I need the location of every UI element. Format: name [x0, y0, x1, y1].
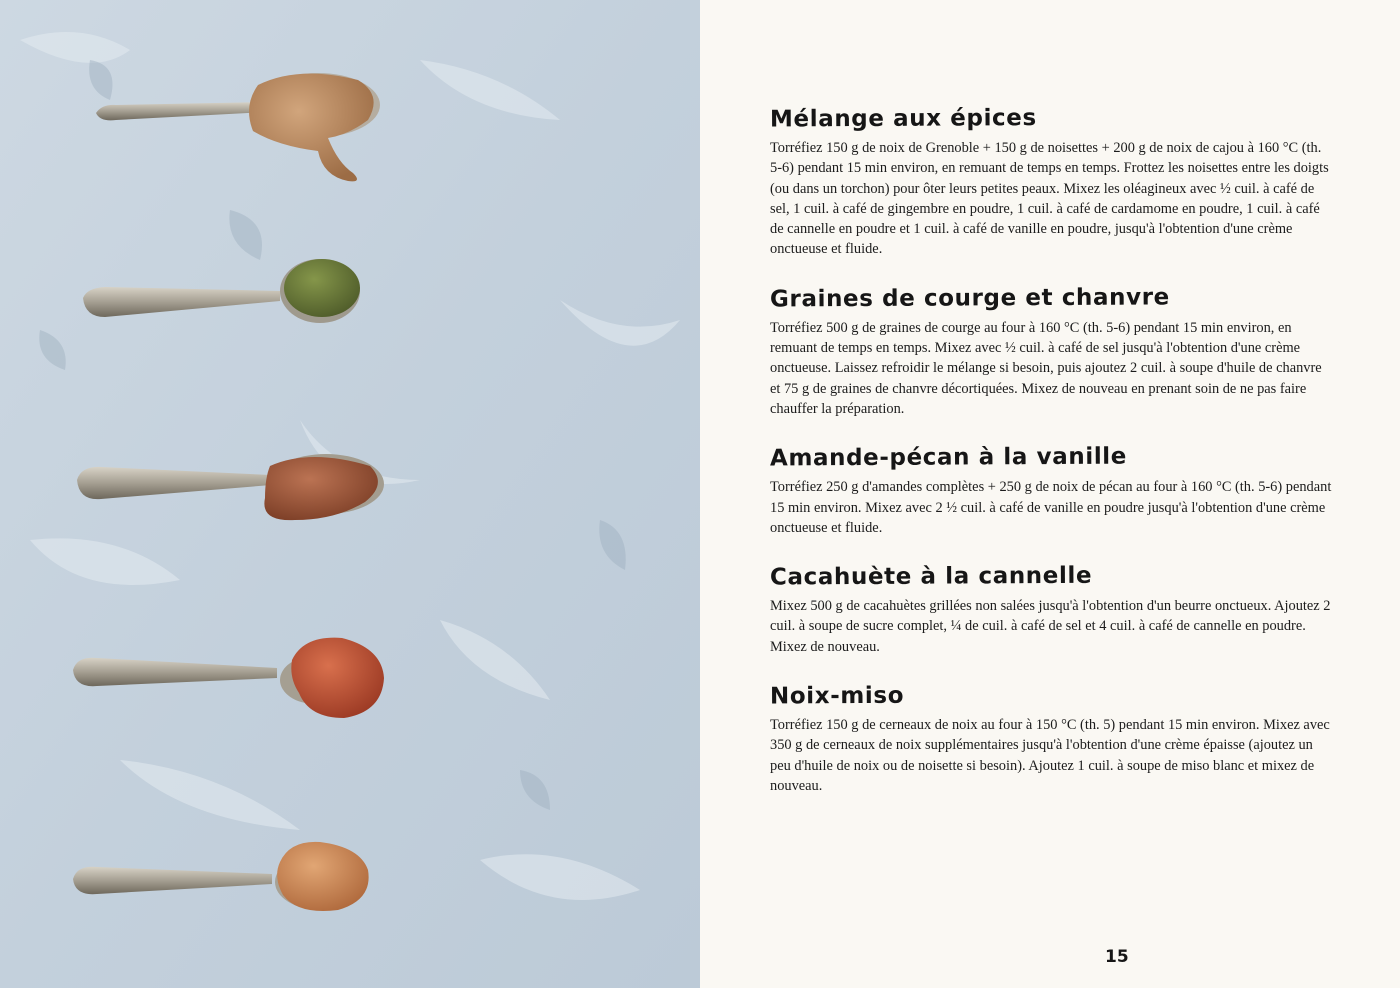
recipe-title: Noix-miso	[769, 682, 905, 710]
page-number: 15	[1105, 947, 1129, 967]
recipe-walnut-miso	[770, 680, 1332, 796]
recipe-instructions: Torréfiez 500 g de graines de courge au four à 160 °C (th. 5-6) pendant 15 min environ, en remuant de temps en temps. Mixez avec ½ cuil. à café de sel jusqu'à l'obtention d'une crème onctueuse. Laissez refroidir le mélange si besoin, puis ajoutez 2 cuil. à soupe d'huile de chanvre et 75 g de graines de chanvre décortiquées. Mixez de nouveau en prenant soin de ne pas faire chauffer la préparation.	[770, 319, 1322, 417]
recipe-title: Amande-pécan à la vanille	[769, 443, 1128, 472]
recipe-instructions: Torréfiez 250 g d'amandes complètes + 250 g de noix de pécan au four à 160 °C (th. 5-6) pendant 15 min environ. Mixez avec 2 ½ cuil. à café de vanille en poudre jusqu'à l'obtention d'une crème onctueuse et fluide.	[770, 479, 1332, 536]
recipe-spiced-mix	[770, 103, 1332, 260]
recipe-pumpkin-hemp	[770, 283, 1332, 419]
recipe-instructions: Torréfiez 150 g de noix de Grenoble + 150 g de noisettes + 200 g de noix de cajou à 160 °C (th. 5-6) pendant 15 min environ, en remuant de temps en temps. Frottez les noisettes entre les doigts (ou dans un torchon) pour ôter leurs petites peaux. Mixez les oléagineux avec ½ cuil. à café de sel, 1 cuil. à café de gingembre en poudre, 1 cuil. à café de cardamome en poudre, 1 cuil. à café de cannelle en poudre et 1 cuil. à café de vanille en poudre, jusqu'à l'obtention d'une crème onctueuse et fluide.	[770, 140, 1329, 258]
text-page	[700, 0, 1400, 988]
recipe-title: Graines de courge et chanvre	[769, 284, 1170, 313]
recipe-title: Cacahuète à la cannelle	[769, 562, 1093, 591]
recipe-list	[770, 103, 1332, 819]
recipe-instructions: Mixez 500 g de cacahuètes grillées non salées jusqu'à l'obtention d'un beurre onctueux. Ajoutez 2 cuil. à soupe de sucre complet, ¼ de cuil. à café de sel et 4 cuil. à café de cannelle en poudre. Mixez de nouveau.	[770, 598, 1331, 655]
recipe-instructions: Torréfiez 150 g de cerneaux de noix au four à 150 °C (th. 5) pendant 15 min environ. Mixez avec 350 g de cerneaux de noix supplémentaires jusqu'à l'obtention d'une crème épaisse (ajoutez un peu d'huile de noix ou de noisette si besoin). Ajoutez 1 cuil. à soupe de miso blanc et mixez de nouveau.	[770, 717, 1330, 794]
recipe-almond-pecan-vanilla	[770, 442, 1332, 538]
recipe-title: Mélange aux épices	[769, 105, 1037, 133]
recipe-peanut-cinnamon	[770, 561, 1332, 657]
